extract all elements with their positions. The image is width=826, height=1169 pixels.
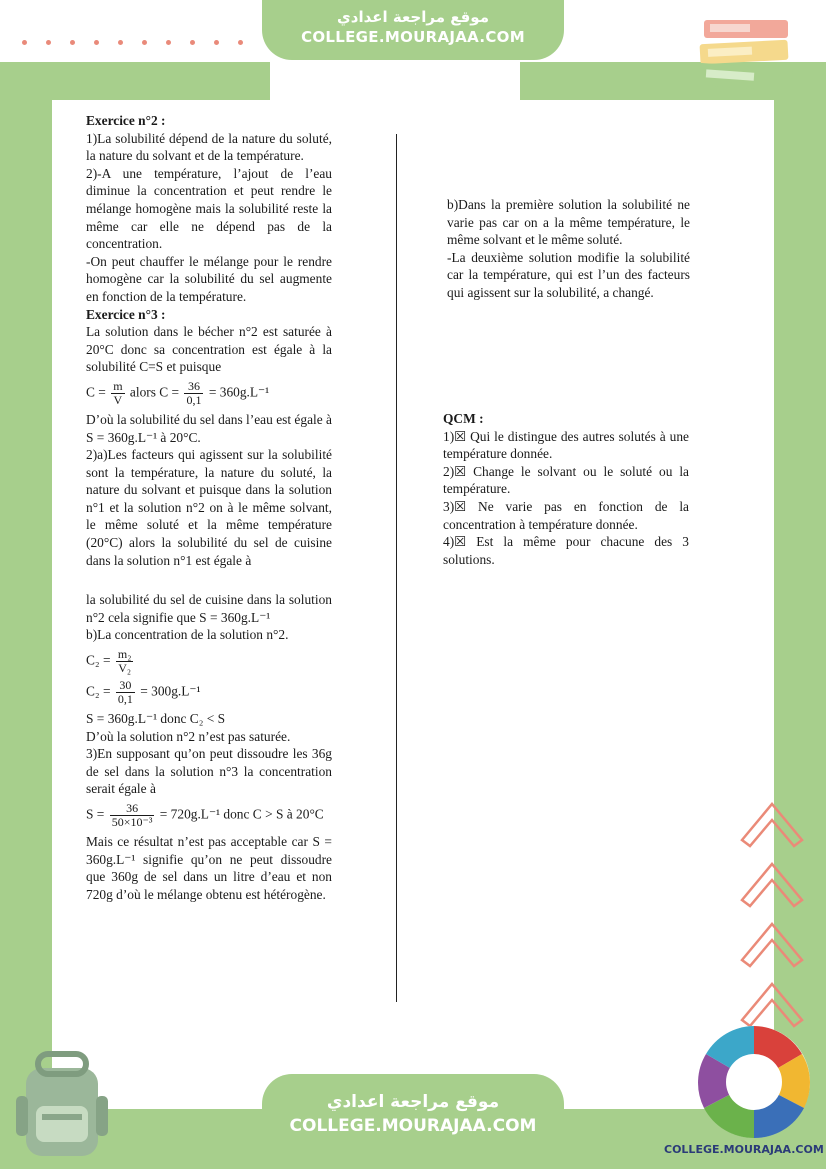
equation-term: S = bbox=[86, 806, 105, 822]
right-text-2: -La deuxième solution modifie la solubilité car la température, qui est l’un des facteurs qui agissent sur la solubilité, a changé. bbox=[447, 249, 690, 300]
equation-term: alors C = bbox=[129, 384, 180, 400]
chevron-up-icons bbox=[736, 790, 806, 1040]
exercise-3-text-8: Mais ce résultat n’est pas acceptable car S = 360g.L⁻¹ signifie qu’on ne peut dissoudre que 360g de sel dans un litre d’eau et non 720g d’où le mélange obtenu est hétérogène. bbox=[86, 834, 332, 902]
books-icon bbox=[696, 14, 800, 100]
backpack-icon bbox=[12, 1050, 112, 1160]
qcm-section bbox=[443, 410, 689, 568]
equation-concentration bbox=[86, 380, 332, 407]
qcm-item: 1)☒ Qui le distingue des autres solutés à une température donnée. bbox=[443, 428, 689, 462]
fraction bbox=[111, 380, 124, 407]
green-frame-top-left bbox=[0, 62, 270, 102]
exercise-3-text-1: La solution dans le bécher n°2 est saturée à 20°C donc sa concentration est égale à la solubilité C=S et puisque bbox=[86, 324, 332, 375]
numerator: m₂ bbox=[117, 647, 132, 662]
denominator: V bbox=[113, 392, 123, 407]
school-subjects-logo-icon bbox=[696, 1024, 812, 1140]
footer-banner[interactable] bbox=[262, 1074, 564, 1169]
exercise-3-text-5: b)La concentration de la solution n°2. bbox=[86, 627, 289, 643]
exercise-3-text-3: 2)a)Les facteurs qui agissent sur la solubilité sont la température, la nature du soluté, la nature du solvant et puisque dans la solution n°1 et la solution n°2 on à le même solvant, le même soluté et la même température (20°C) alors la solubilité du sel de cuisine dans la solution n°1 est égale à bbox=[86, 447, 332, 568]
qcm-item: 3)☒ Ne varie pas en fonction de la concentration à température donnée. bbox=[443, 498, 689, 532]
decorative-dots bbox=[22, 40, 252, 50]
numerator: 36 bbox=[184, 380, 203, 394]
fraction bbox=[116, 648, 134, 675]
equation-term: C₂ = bbox=[86, 652, 111, 668]
equation-term: = 360g.L⁻¹ bbox=[208, 384, 270, 400]
left-column bbox=[86, 112, 332, 903]
fraction bbox=[116, 679, 135, 706]
header-banner[interactable] bbox=[262, 0, 564, 60]
equation-hypothetical bbox=[86, 802, 332, 829]
equation-term: C₂ = bbox=[86, 683, 111, 699]
logo-url-text[interactable]: COLLEGE.MOURAJAA.COM bbox=[664, 1143, 824, 1156]
right-column bbox=[447, 196, 690, 302]
qcm-title: QCM : bbox=[443, 411, 484, 426]
column-divider bbox=[396, 134, 397, 1002]
exercise-3-text-2: D’où la solubilité du sel dans l’eau est égale à S = 360g.L⁻¹ à 20°C. bbox=[86, 411, 332, 445]
denominator: 50×10⁻³ bbox=[111, 815, 153, 829]
numerator: 30 bbox=[116, 679, 135, 693]
footer-arabic-title: موقع مراجعة اعدادي bbox=[326, 1092, 500, 1112]
header-arabic-title: موقع مراجعة اعدادي bbox=[337, 8, 489, 26]
numerator: 36 bbox=[110, 802, 155, 816]
equation-term: = 720g.L⁻¹ donc C > S à 20°C bbox=[159, 806, 324, 822]
equation-term: C = bbox=[86, 384, 106, 400]
footer-url[interactable]: COLLEGE.MOURAJAA.COM bbox=[289, 1116, 537, 1136]
numerator: m bbox=[113, 378, 123, 393]
exercise-2-answer-1: 1)La solubilité dépend de la nature du soluté, la nature du solvant et de la température. bbox=[86, 130, 332, 164]
fraction bbox=[184, 380, 203, 407]
green-frame-left bbox=[0, 62, 52, 1120]
spacer bbox=[86, 569, 332, 591]
qcm-item: 4)☒ Est la même pour chacune des 3 solutions. bbox=[443, 534, 689, 567]
equation-comparison: S = 360g.L⁻¹ donc C₂ < S bbox=[86, 711, 226, 727]
exercise-3-text-7: 3)En supposant qu’on peut dissoudre les 36g de sel dans la solution n°3 la concentration serait égale à bbox=[86, 746, 332, 797]
exercise-2-answer-2: 2)-A une température, l’ajout de l’eau diminue la concentration et peut rendre le mélange homogène mais la solubilité reste la même car elle ne dépend pas de la concentration. bbox=[86, 165, 332, 252]
denominator: 0,1 bbox=[186, 392, 202, 407]
qcm-item: 2)☒ Change le solvant ou le soluté ou la température. bbox=[443, 463, 689, 497]
denominator: 0,1 bbox=[117, 692, 133, 707]
exercise-3-text-6: D’où la solution n°2 n’est pas saturée. bbox=[86, 728, 291, 744]
denominator: V₂ bbox=[118, 661, 132, 676]
equation-c2-value bbox=[86, 679, 332, 706]
exercise-3-title: Exercice n°3 : bbox=[86, 306, 166, 322]
equation-term: = 300g.L⁻¹ bbox=[140, 683, 201, 699]
header-url[interactable]: COLLEGE.MOURAJAA.COM bbox=[301, 28, 525, 46]
right-text-1: b)Dans la première solution la solubilité ne varie pas car on a la même température, le même solvant et le même soluté. bbox=[447, 197, 690, 248]
exercise-3-text-4: la solubilité du sel de cuisine dans la solution n°2 cela signifie que S = 360g.L⁻¹ bbox=[86, 592, 332, 625]
exercise-2-title: Exercice n°2 : bbox=[86, 113, 166, 128]
exercise-2-answer-3: -On peut chauffer le mélange pour le rendre homogène car la solubilité du sel augmente en fonction de la température. bbox=[86, 253, 332, 304]
equation-c2-formula bbox=[86, 648, 332, 675]
fraction bbox=[110, 802, 155, 829]
